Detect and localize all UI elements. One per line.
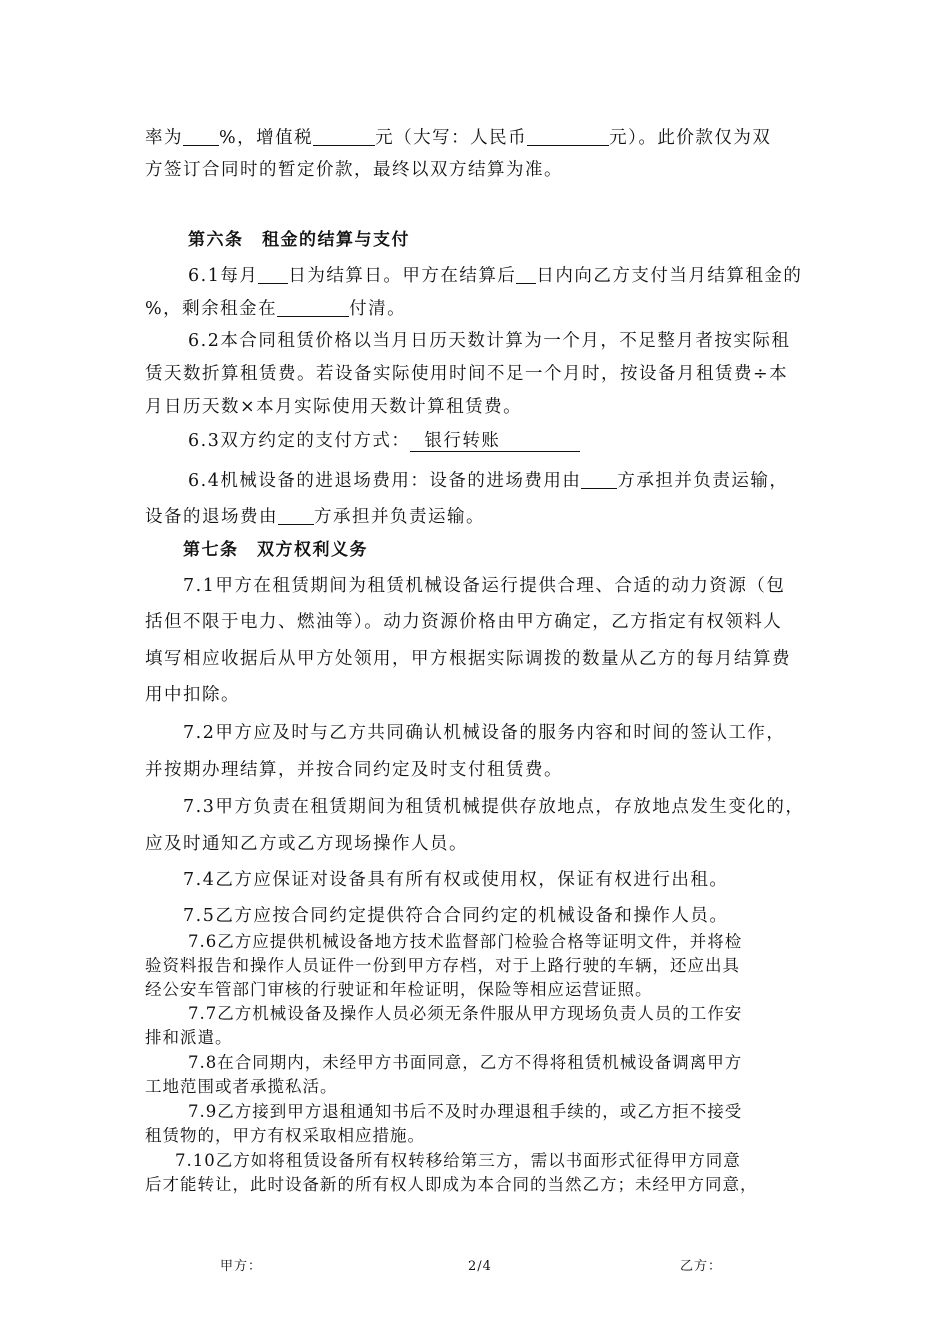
page-number: 2/4 <box>468 1259 492 1274</box>
text-line: 填写相应收据后从甲方处领用，甲方根据实际调拨的数量从乙方的每月结算费 <box>145 649 791 669</box>
text-line: 月日历天数×本月实际使用天数计算租赁费。 <box>145 397 523 417</box>
blank-field <box>278 506 314 525</box>
footer-party-b: 乙方： <box>680 1259 723 1274</box>
text-line <box>145 127 771 148</box>
text-line: 7.6乙方应提供机械设备地方技术监督部门检验合格等证明文件，并将检 <box>188 932 743 951</box>
text-line: 7.10乙方如将租赁设备所有权转移给第三方，需以书面形式征得甲方同意 <box>175 1151 741 1170</box>
article-7-heading: 第七条 双方权利义务 <box>183 540 368 560</box>
text-line: 7.8在合同期内，未经甲方书面同意，乙方不得将租赁机械设备调离甲方 <box>188 1053 743 1072</box>
text-line: 方签订合同时的暂定价款，最终以双方结算为准。 <box>145 160 563 180</box>
text-line: 工地范围或者承揽私活。 <box>145 1077 338 1096</box>
text: 付清。 <box>349 299 407 319</box>
text: 日内向乙方支付当月结算租金的 <box>536 266 803 286</box>
text-line: 7.7乙方机械设备及操作人员必须无条件服从甲方现场负责人员的工作安 <box>188 1004 743 1023</box>
blank-field <box>527 127 609 146</box>
text-line: 7.3甲方负责在租赁期间为租赁机械提供存放地点，存放地点发生变化的， <box>183 797 805 817</box>
text-line: 验资料报告和操作人员证件一份到甲方存档，对于上路行驶的车辆，还应出具 <box>145 956 740 975</box>
payment-method-value <box>410 433 580 452</box>
footer-party-a: 甲方： <box>220 1259 263 1274</box>
text-line: 经公安车管部门审核的行驶证和年检证明，保险等相应运营证照。 <box>145 980 653 999</box>
text-line: 7.2甲方应及时与乙方共同确认机械设备的服务内容和时间的签认工作， <box>183 723 786 743</box>
text: 6.4机械设备的进退场费用：设备的进场费用由 <box>188 471 582 491</box>
text-line <box>188 433 580 452</box>
text: %，增值税 <box>219 128 314 148</box>
text: 方承担并负责运输。 <box>314 507 485 527</box>
text: 6.1每月 <box>188 266 259 286</box>
text-line: 后才能转让，此时设备新的所有权人即成为本合同的当然乙方；未经甲方同意， <box>145 1175 758 1194</box>
text-line <box>145 506 485 527</box>
text-line: 7.1甲方在租赁期间为租赁机械设备运行提供合理、合适的动力资源（包 <box>183 576 786 596</box>
text: 设备的退场费由 <box>145 507 278 527</box>
text-line: 6.2本合同租赁价格以当月日历天数计算为一个月，不足整月者按实际租 <box>188 331 791 351</box>
blank-field <box>258 265 288 284</box>
text-line: 用中扣除。 <box>145 685 240 705</box>
text: 日为结算日。甲方在结算后 <box>288 266 517 286</box>
text: %，剩余租金在 <box>145 299 278 319</box>
article-6-heading: 第六条 租金的结算与支付 <box>188 230 410 250</box>
text: 银行转账 <box>424 431 501 451</box>
text: 元）。此价款仅为双 <box>609 128 772 148</box>
blank-field <box>313 127 375 146</box>
text-line: 7.9乙方接到甲方退租通知书后不及时办理退租手续的，或乙方拒不接受 <box>188 1102 743 1121</box>
text-line: 赁天数折算租赁费。若设备实际使用时间不足一个月时，按设备月租赁费÷本 <box>145 364 789 384</box>
text-line <box>188 470 788 491</box>
text-line: 排和派遣。 <box>145 1028 233 1047</box>
text: 6.3双方约定的支付方式： <box>188 431 411 451</box>
text: 率为 <box>145 128 183 148</box>
text-line: 应及时通知乙方或乙方现场操作人员。 <box>145 834 468 854</box>
text-line: 并按期办理结算，并按合同约定及时支付租赁费。 <box>145 760 563 780</box>
text-line: 括但不限于电力、燃油等）。动力资源价格由甲方确定，乙方指定有权领料人 <box>145 612 783 632</box>
text-line <box>145 298 406 319</box>
blank-field <box>183 127 219 146</box>
text-line <box>188 265 802 286</box>
blank-field <box>516 265 536 284</box>
text-line: 7.4乙方应保证对设备具有所有权或使用权，保证有权进行出租。 <box>183 870 729 890</box>
text: 元（大写：人民币 <box>375 128 528 148</box>
text: 方承担并负责运输， <box>617 471 789 491</box>
text-line: 7.5乙方应按合同约定提供符合合同约定的机械设备和操作人员。 <box>183 906 729 926</box>
blank-field <box>277 298 349 317</box>
text-line: 租赁物的，甲方有权采取相应措施。 <box>145 1126 425 1145</box>
blank-field <box>581 470 617 489</box>
